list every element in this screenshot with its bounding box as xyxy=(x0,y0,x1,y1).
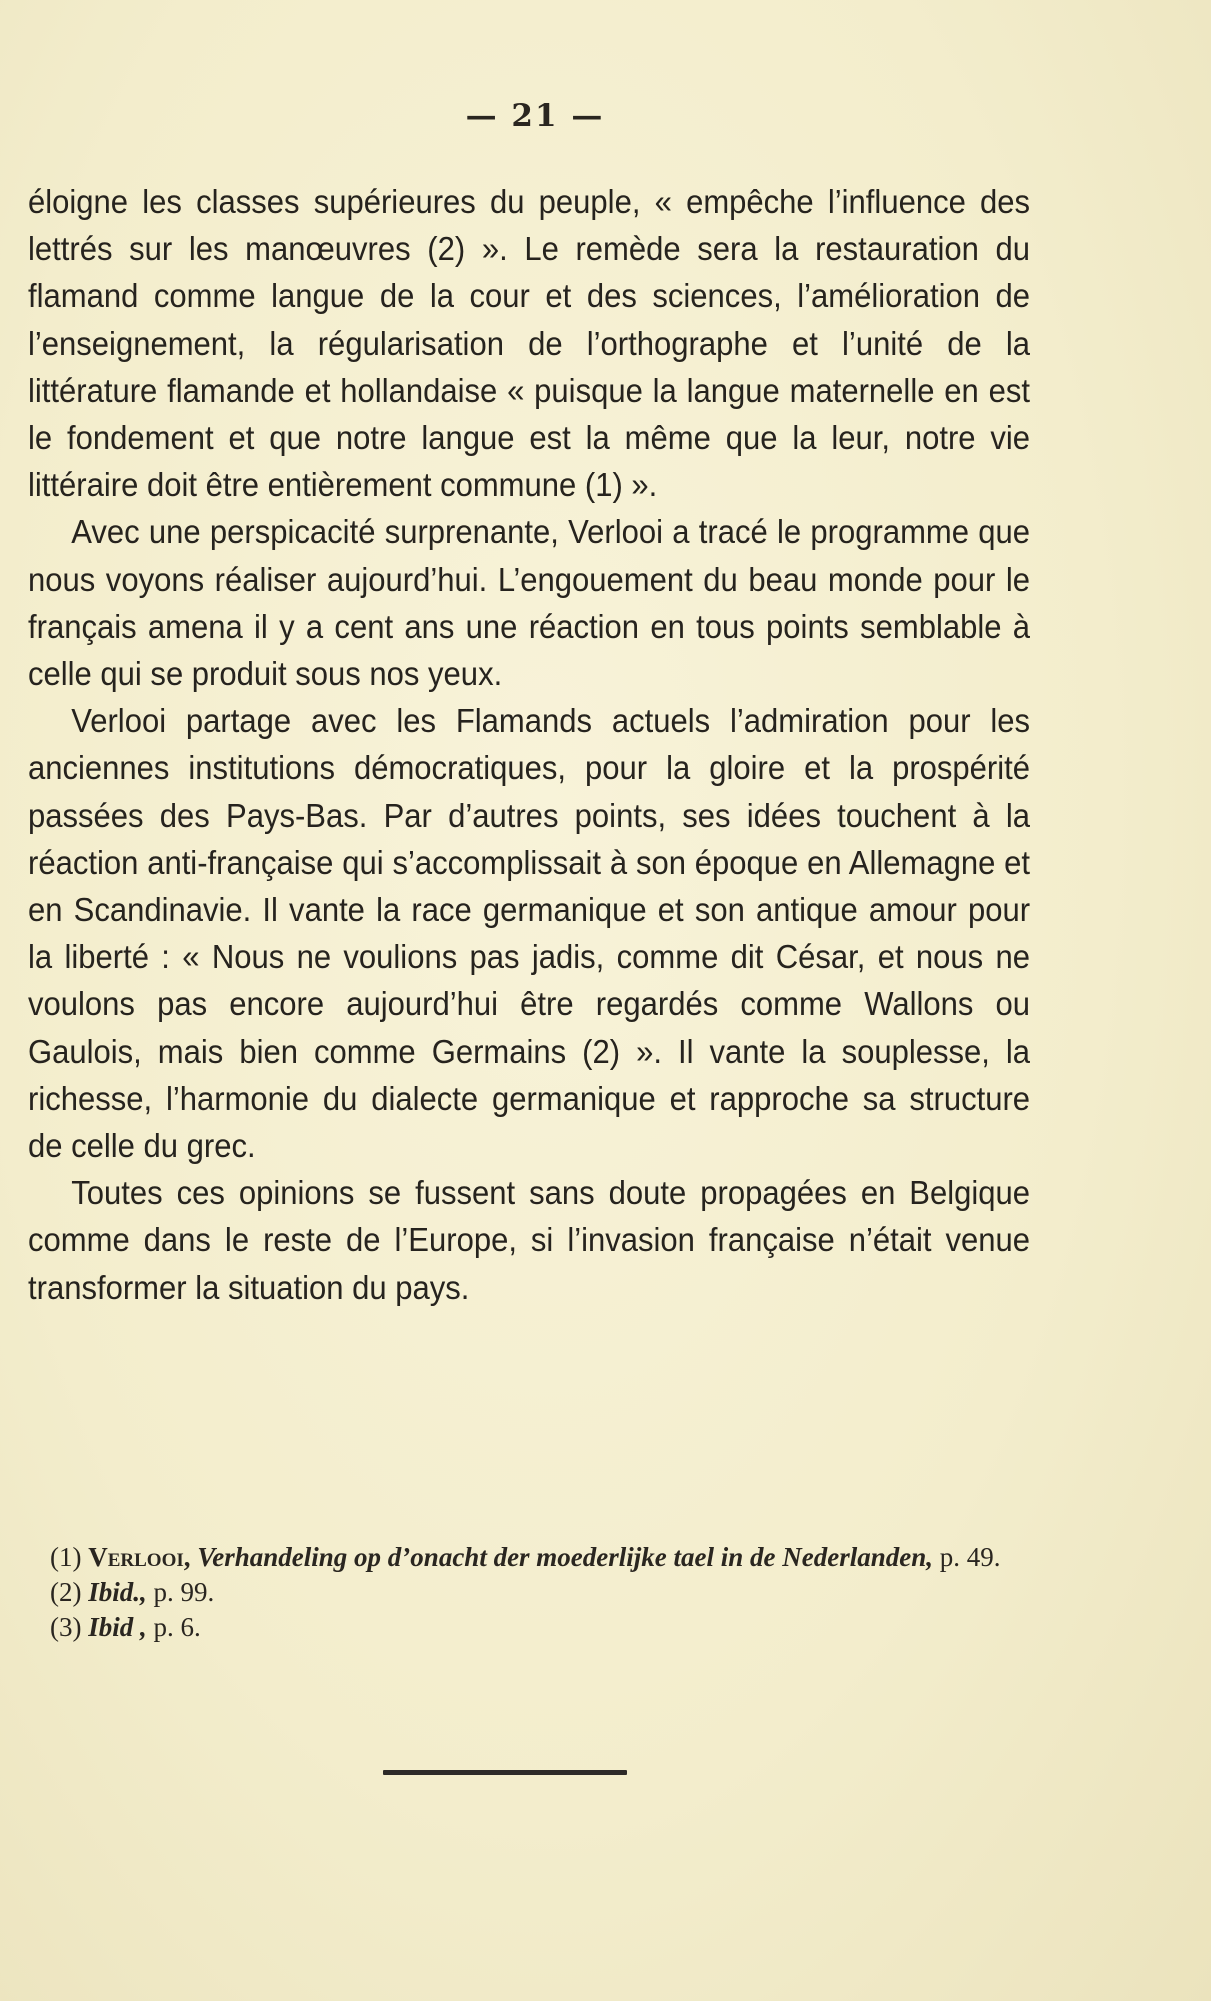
footnote-number: (1) xyxy=(50,1542,82,1572)
footnote-3 xyxy=(24,1610,1054,1645)
paragraph-1: éloigne les classes supérieures du peuple, « empêche l’influence des lettrés sur les manœuvres (2) ». Le remède sera la restauration du flamand comme langue de la cour et des sciences, l’amélioration de l’enseignement, la régularisation de l’orthographe et l’unité de la littérature flamande et hollandaise « puisque la langue maternelle en est le fondement et que notre langue est la même que la leur, notre vie littéraire doit être entièrement commune (1) ». xyxy=(28,183,1031,504)
footnote-2 xyxy=(24,1575,1054,1610)
body-text xyxy=(28,178,1030,1311)
footnote-ref: p. 6. xyxy=(153,1612,201,1642)
paragraph-3: Verlooi partage avec les Flamands actuels l’admiration pour les anciennes institutions démocratiques, pour la gloire et la prospérité passées des Pays-Bas. Par d’autres points, ses idées touchent à la réaction anti-française qui s’accomplissait à son époque en Allemagne et en Scandinavie. Il vante la race germanique et son antique amour pour la liberté : « Nous ne voulions pas jadis, comme dit César, et nous ne voulons pas encore aujourd’hui être regardés comme Wallons ou Gaulois, mais bien comme Germains (2) ». Il vante la souplesse, la richesse, l’harmonie du dialecte germanique et rapproche sa structure de celle du grec. xyxy=(28,702,1031,1165)
closing-rule xyxy=(383,1770,627,1775)
footnote-number: (3) xyxy=(50,1612,82,1642)
footnote-ref: p. 99. xyxy=(153,1577,215,1607)
footnote-number: (2) xyxy=(50,1577,82,1607)
footnote-author: Verlooi, xyxy=(88,1542,191,1572)
paragraph-2: Avec une perspicacité surprenante, Verlooi a tracé le programme que nous voyons réaliser aujourd’hui. L’engouement du beau monde pour le français amena il y a cent ans une réaction en tous points semblable à celle qui se produit sous nos yeux. xyxy=(28,513,1031,693)
page-number: — 21 — xyxy=(465,98,605,134)
footnote-title: Ibid., xyxy=(88,1577,147,1607)
footnotes xyxy=(24,1540,1054,1645)
footnote-ref: p. 49. xyxy=(939,1542,1001,1572)
footnote-title: Verhandeling op d’onacht der moederlijke tael in de Nederlanden, xyxy=(197,1542,934,1572)
footnote-title: Ibid , xyxy=(88,1612,147,1642)
footnote-1 xyxy=(24,1540,1054,1575)
paragraph-4: Toutes ces opinions se fussent sans doute propagées en Belgique comme dans le reste de l’Europe, si l’invasion française n’était venue transformer la situation du pays. xyxy=(28,1174,1031,1306)
